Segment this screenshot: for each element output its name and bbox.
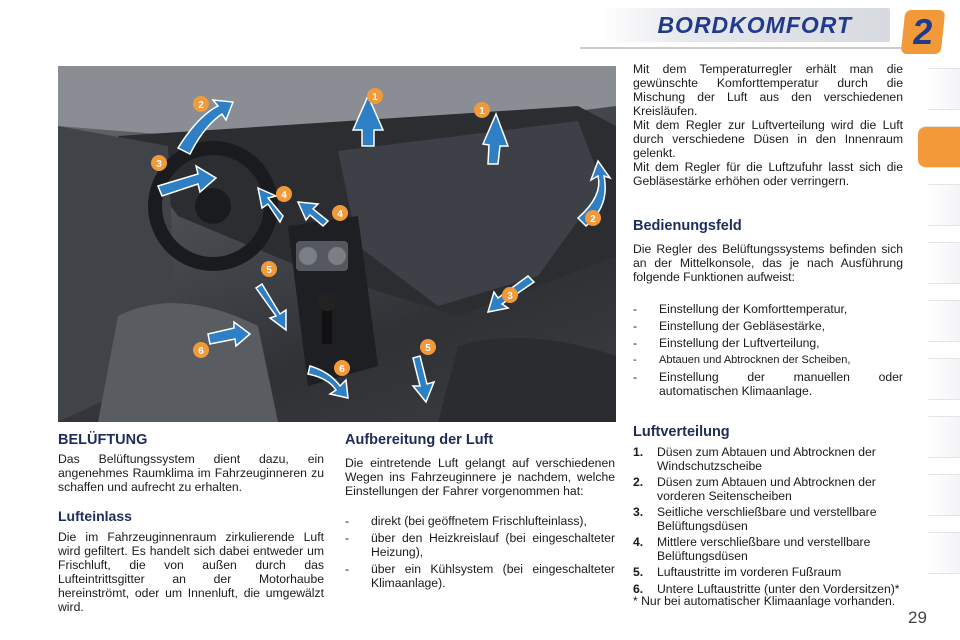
chapter-tab[interactable]	[928, 68, 960, 110]
distribution-item	[633, 566, 905, 580]
marker-6a: 6	[198, 346, 204, 357]
arrow-footwell-left	[256, 284, 286, 330]
interior-photo	[58, 66, 616, 422]
interior-illustration	[58, 66, 616, 422]
marker-6b: 6	[339, 364, 345, 375]
distribution-item-number: 4.	[633, 535, 644, 549]
distribution-text: Mit dem Regler zur Luftverteilung wird die Luft durch verschiedene Düsen in den Innenraum gelenkt.	[633, 118, 903, 160]
marker-3b: 3	[507, 291, 513, 302]
airflow-text: Mit dem Regler für die Luftzufuhr lasst sich die Gebläsestärke erhöhen oder verringern.	[633, 160, 903, 188]
arrow-footwell-right	[413, 356, 434, 402]
marker-5b: 5	[425, 343, 431, 354]
list-item: - über den Heizkreislauf (bei eingeschalteter Heizung),	[345, 531, 615, 559]
marker-4b: 4	[337, 209, 343, 220]
gear-knob	[318, 293, 336, 311]
section-title-belueftung: BELÜFTUNG	[58, 432, 148, 448]
temperature-text: Mit dem Temperaturregler erhält man die gewünschte Komforttemperatur durch die Mischung der Luft aus den verschiedenen Kreisläufen.	[633, 62, 903, 118]
distribution-item	[633, 506, 905, 533]
control-knob	[328, 247, 346, 265]
marker-1b: 1	[479, 106, 485, 117]
list-item: - direkt (bei geöffnetem Frischlufteinlass),	[345, 514, 587, 528]
distribution-item-text: Mittlere verschließbare und verstellbare Belüftungsdüsen	[657, 535, 871, 563]
distribution-item	[633, 536, 905, 563]
luftverteilung-list	[633, 446, 905, 599]
distribution-item-number: 3.	[633, 505, 644, 519]
distribution-item-text: Düsen zum Abtauen und Abtrocknen der vorderen Seitenscheiben	[657, 475, 876, 503]
control-knob	[299, 247, 317, 265]
distribution-item	[633, 446, 905, 473]
chapter-title: BORDKOMFORT	[657, 12, 852, 38]
chapter-tab[interactable]	[928, 242, 960, 284]
section-title-luftverteilung: Luftverteilung	[633, 424, 730, 440]
chapter-tab-active[interactable]	[918, 126, 960, 168]
footnote: * Nur bei automatischer Klimaanlage vorhanden.	[633, 594, 896, 608]
list-item: - Einstellung der Luftverteilung,	[633, 336, 820, 350]
driver-seat	[98, 303, 278, 422]
chapter-tab[interactable]	[928, 532, 960, 574]
list-item: - Abtauen und Abtrocknen der Scheiben,	[633, 354, 851, 366]
section-title-lufteinlass: Lufteinlass	[58, 508, 132, 524]
chapter-tab[interactable]	[928, 184, 960, 226]
list-item: - Einstellung der Komforttemperatur,	[633, 302, 848, 316]
aufbereitung-list	[345, 514, 615, 593]
list-item: - Einstellung der Gebläsestärke,	[633, 319, 825, 333]
bedienungsfeld-text: Die Regler des Belüftungssystems befinden sich an der Mittelkonsole, das je nach Ausführung folgende Funktionen aufweist:	[633, 242, 903, 284]
page-header	[0, 0, 960, 60]
marker-2a: 2	[198, 100, 204, 111]
chapter-tab[interactable]	[928, 474, 960, 516]
distribution-item-number: 5.	[633, 565, 644, 579]
marker-2b: 2	[590, 214, 596, 225]
distribution-item	[633, 476, 905, 503]
marker-4a: 4	[281, 190, 287, 201]
chapter-number-badge: 2	[901, 10, 946, 54]
belueftung-intro: Das Belüftungssystem dient dazu, ein angenehmes Raumklima im Fahrzeuginneren zu schaffen und aufrecht zu erhalten.	[58, 452, 324, 494]
page-number: 29	[908, 608, 927, 627]
aufbereitung-intro: Die eintretende Luft gelangt auf verschiedenen Wegen ins Fahrzeuginnere je nachdem, welche Einstellungen der Fahrer vorgenommen hat:	[345, 456, 615, 498]
lufteinlass-text: Die im Fahrzeuginnenraum zirkulierende Luft wird gefiltert. Es handelt sich dabei entweder um Frischluft, die von außen durch das Lufteintrittsgitter an der Motorhaube hereinströmt, oder um Innenluft, die umgewälzt wird.	[58, 530, 324, 614]
distribution-item-text: Untere Luftaustritte (unter den Vordersitzen)*	[657, 581, 900, 596]
distribution-item-number: 2.	[633, 475, 644, 489]
marker-5a: 5	[266, 265, 272, 276]
distribution-item-text: Düsen zum Abtauen und Abtrocknen der Windschutzscheibe	[657, 445, 876, 473]
distribution-item-number: 1.	[633, 445, 644, 459]
section-title-aufbereitung: Aufbereitung der Luft	[345, 432, 494, 448]
list-item: - über ein Kühlsystem (bei eingeschalteter Klimaanlage).	[345, 562, 615, 590]
distribution-item-text: Luftaustritte im vorderen Fußraum	[657, 565, 842, 579]
marker-1a: 1	[372, 92, 378, 103]
section-title-bedienungsfeld: Bedienungsfeld	[633, 218, 742, 234]
floor-area	[438, 338, 616, 422]
distribution-item-number: 6.	[633, 581, 644, 596]
header-rule	[580, 47, 910, 49]
chapter-tab[interactable]	[928, 300, 960, 342]
marker-3a: 3	[156, 159, 162, 170]
chapter-tabs	[928, 68, 960, 588]
steering-hub	[195, 188, 231, 224]
distribution-item-text: Seitliche verschließbare und verstellbare Belüftungsdüsen	[657, 505, 877, 533]
chapter-tab[interactable]	[928, 416, 960, 458]
chapter-tab[interactable]	[928, 358, 960, 400]
bedienungsfeld-list	[633, 302, 903, 401]
list-item: - Einstellung der manuellen oder automatischen Klimaanlage.	[633, 370, 903, 398]
